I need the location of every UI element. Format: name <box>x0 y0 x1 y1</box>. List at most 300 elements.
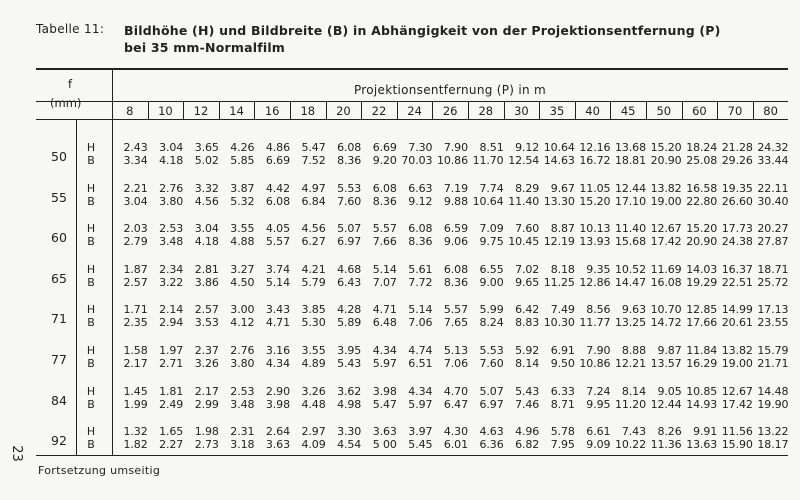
height-value-cell: 2.53 <box>230 384 255 398</box>
height-value-cell: 6.08 <box>408 222 433 236</box>
width-value-cell: 7.60 <box>479 357 504 370</box>
width-value-cell: 7.60 <box>337 194 362 208</box>
width-label: B <box>87 397 95 411</box>
height-value-cell: 10.85 <box>686 384 718 398</box>
height-value-cell: 4.68 <box>337 262 362 276</box>
width-value-cell: 19.00 <box>721 357 753 370</box>
width-value-cell: 5.85 <box>230 154 255 167</box>
height-value-cell: 1.45 <box>123 384 148 398</box>
width-value-cell: 2.17 <box>123 357 148 370</box>
height-value-cell: 2.64 <box>265 425 290 439</box>
width-value-cell: 8.36 <box>408 235 433 249</box>
height-label: H <box>86 384 96 398</box>
width-value-cell: 3.34 <box>123 154 148 167</box>
distance-header-cell: 14 <box>229 104 244 118</box>
height-label: H <box>86 222 96 236</box>
height-value-cell: 3.97 <box>408 425 433 439</box>
focal-length-value: 60 <box>51 230 67 246</box>
height-value-cell: 5.53 <box>337 181 362 195</box>
width-value-cell: 1.82 <box>123 438 148 452</box>
height-value-cell: 4.05 <box>265 222 290 236</box>
distance-header-cell: 45 <box>620 104 636 118</box>
width-value-cell: 17.42 <box>721 397 753 411</box>
height-value-cell: 3.65 <box>194 141 219 154</box>
height-label: H <box>86 425 96 439</box>
height-value-cell: 13.68 <box>614 141 646 154</box>
height-value-cell: 11.05 <box>579 181 611 195</box>
width-value-cell: 9.88 <box>443 194 468 208</box>
width-value-cell: 2.99 <box>194 397 219 411</box>
height-value-cell: 7.90 <box>443 141 468 154</box>
width-value-cell: 19.00 <box>650 194 682 208</box>
height-value-cell: 9.67 <box>550 181 575 195</box>
height-value-cell: 2.17 <box>194 384 219 398</box>
focal-length-value: 84 <box>51 392 67 408</box>
distance-header-cell: 16 <box>264 104 280 118</box>
height-value-cell: 6.33 <box>550 384 575 398</box>
height-value-cell: 6.08 <box>443 262 468 276</box>
width-value-cell: 17.66 <box>686 316 718 330</box>
width-value-cell: 14.47 <box>614 275 646 289</box>
height-value-cell: 3.43 <box>265 303 290 317</box>
height-value-cell: 1.71 <box>123 303 148 317</box>
width-value-cell: 5 00 <box>372 438 397 452</box>
height-value-cell: 21.28 <box>721 141 753 154</box>
focal-length-value: 50 <box>51 149 67 164</box>
width-value-cell: 4.09 <box>301 438 326 452</box>
width-value-cell: 6.84 <box>301 194 326 208</box>
width-value-cell: 22.51 <box>721 275 753 289</box>
width-value-cell: 9.09 <box>586 438 611 452</box>
height-value-cell: 5.13 <box>443 344 468 357</box>
width-value-cell: 9.75 <box>479 235 504 249</box>
distance-header-cell: 10 <box>158 104 173 118</box>
width-value-cell: 21.71 <box>757 357 789 370</box>
distance-header-cell: 40 <box>585 104 600 118</box>
height-value-cell: 4.21 <box>301 262 326 276</box>
height-value-cell: 7.74 <box>479 181 504 195</box>
width-value-cell: 8.36 <box>443 275 468 289</box>
height-value-cell: 9.91 <box>693 425 718 439</box>
height-value-cell: 5.47 <box>301 141 326 154</box>
height-value-cell: 2.57 <box>194 303 219 317</box>
height-value-cell: 6.61 <box>586 425 611 439</box>
height-value-cell: 18.71 <box>757 262 789 276</box>
height-value-cell: 11.84 <box>686 344 718 357</box>
width-value-cell: 12.19 <box>543 235 575 249</box>
height-value-cell: 7.43 <box>621 425 646 439</box>
height-value-cell: 24.32 <box>757 141 789 154</box>
width-value-cell: 26.60 <box>721 194 753 208</box>
width-label: B <box>87 275 95 289</box>
width-value-cell: 7.66 <box>372 235 397 249</box>
width-value-cell: 4.12 <box>230 316 255 330</box>
width-value-cell: 4.48 <box>301 397 326 411</box>
height-value-cell: 3.27 <box>230 262 255 276</box>
width-value-cell: 17.42 <box>650 235 682 249</box>
width-label: B <box>87 235 95 249</box>
height-value-cell: 5.57 <box>443 303 468 317</box>
width-value-cell: 16.08 <box>650 275 682 289</box>
width-value-cell: 10.86 <box>579 357 611 370</box>
distance-header-cell: 26 <box>442 104 458 118</box>
height-value-cell: 11.69 <box>650 262 682 276</box>
width-value-cell: 8.83 <box>515 316 540 330</box>
width-value-cell: 20.61 <box>721 316 753 330</box>
height-value-cell: 12.85 <box>686 303 718 317</box>
height-value-cell: 8.56 <box>586 303 611 317</box>
height-value-cell: 3.98 <box>372 384 397 398</box>
width-value-cell: 2.49 <box>159 397 184 411</box>
header-bottom-rule <box>36 119 788 120</box>
height-value-cell: 4.28 <box>337 303 362 317</box>
height-value-cell: 7.24 <box>586 384 611 398</box>
width-value-cell: 7.46 <box>515 397 540 411</box>
width-value-cell: 6.48 <box>372 316 397 330</box>
height-value-cell: 1.81 <box>159 384 184 398</box>
height-value-cell: 4.56 <box>301 222 326 236</box>
height-value-cell: 6.08 <box>337 141 362 154</box>
height-value-cell: 2.37 <box>194 344 219 357</box>
width-value-cell: 5.45 <box>408 438 433 452</box>
continuation-note: Fortsetzung umseitig <box>38 464 161 477</box>
height-value-cell: 1.97 <box>159 344 184 357</box>
width-value-cell: 9.50 <box>550 357 575 370</box>
width-value-cell: 18.81 <box>614 154 646 167</box>
width-value-cell: 14.72 <box>650 316 682 330</box>
height-value-cell: 9.12 <box>515 141 540 154</box>
width-value-cell: 13.30 <box>543 194 575 208</box>
width-value-cell: 11.40 <box>508 194 540 208</box>
width-value-cell: 13.57 <box>650 357 682 370</box>
height-value-cell: 12.67 <box>650 222 682 236</box>
height-value-cell: 20.27 <box>757 222 789 236</box>
width-value-cell: 1.99 <box>123 397 148 411</box>
width-value-cell: 4.71 <box>265 316 290 330</box>
width-value-cell: 7.06 <box>443 357 468 370</box>
width-value-cell: 6.82 <box>515 438 540 452</box>
width-label: B <box>87 357 95 370</box>
table-title <box>124 22 721 56</box>
height-value-cell: 10.70 <box>650 303 682 317</box>
width-value-cell: 30.40 <box>757 194 789 208</box>
width-value-cell: 3.04 <box>123 194 148 208</box>
width-value-cell: 25.08 <box>686 154 718 167</box>
width-value-cell: 14.63 <box>543 154 575 167</box>
width-value-cell: 13.93 <box>579 235 611 249</box>
width-value-cell: 15.90 <box>721 438 753 452</box>
width-value-cell: 10.86 <box>436 154 468 167</box>
distance-header-cell: 80 <box>763 104 778 118</box>
width-value-cell: 6.08 <box>265 194 290 208</box>
height-value-cell: 5.57 <box>372 222 397 236</box>
width-value-cell: 8.36 <box>372 194 397 208</box>
height-value-cell: 5.53 <box>479 344 504 357</box>
focal-length-value: 77 <box>51 352 67 367</box>
height-label: H <box>86 303 96 317</box>
width-value-cell: 20.90 <box>686 235 718 249</box>
width-value-cell: 19.90 <box>757 397 789 411</box>
height-value-cell: 9.87 <box>657 344 682 357</box>
width-value-cell: 5.14 <box>265 275 290 289</box>
width-value-cell: 12.21 <box>614 357 646 370</box>
width-value-cell: 19.29 <box>686 275 718 289</box>
height-value-cell: 4.70 <box>443 384 468 398</box>
height-value-cell: 2.34 <box>159 262 184 276</box>
height-value-cell: 9.35 <box>586 262 611 276</box>
width-value-cell: 2.94 <box>159 316 184 330</box>
height-value-cell: 8.14 <box>621 384 646 398</box>
height-value-cell: 1.58 <box>123 344 148 357</box>
width-value-cell: 3.48 <box>159 235 184 249</box>
width-value-cell: 70.03 <box>401 154 433 167</box>
height-value-cell: 8.87 <box>550 222 575 236</box>
width-value-cell: 3.48 <box>230 397 255 411</box>
focal-length-value: 71 <box>51 311 67 327</box>
height-value-cell: 3.26 <box>301 384 326 398</box>
width-value-cell: 4.34 <box>265 357 290 370</box>
height-value-cell: 4.74 <box>408 344 433 357</box>
distance-header-cell: 22 <box>371 104 387 118</box>
width-value-cell: 9.12 <box>408 194 433 208</box>
height-value-cell: 8.88 <box>621 344 646 357</box>
width-value-cell: 10.45 <box>508 235 540 249</box>
distance-header-cell: 28 <box>478 104 494 118</box>
height-value-cell: 13.82 <box>721 344 753 357</box>
distance-header-cell: 30 <box>514 104 529 118</box>
height-value-cell: 17.73 <box>721 222 753 236</box>
width-value-cell: 5.43 <box>337 357 362 370</box>
height-value-cell: 8.26 <box>657 425 682 439</box>
width-value-cell: 13.63 <box>686 438 718 452</box>
width-value-cell: 4.18 <box>159 154 184 167</box>
height-value-cell: 2.97 <box>301 425 326 439</box>
height-value-cell: 4.96 <box>515 425 540 439</box>
height-label: H <box>86 262 96 276</box>
height-value-cell: 5.14 <box>408 303 433 317</box>
width-value-cell: 5.30 <box>301 316 326 330</box>
distance-header-cell: 24 <box>407 104 422 118</box>
width-value-cell: 11.36 <box>650 438 682 452</box>
height-value-cell: 7.90 <box>586 344 611 357</box>
distance-header-cell: 18 <box>300 104 316 118</box>
width-value-cell: 10.64 <box>472 194 504 208</box>
width-value-cell: 12.86 <box>579 275 611 289</box>
table-title-line-2: bei 35 mm-Normalfilm <box>124 40 286 55</box>
height-value-cell: 12.16 <box>579 141 611 154</box>
height-value-cell: 3.74 <box>265 262 290 276</box>
height-value-cell: 4.42 <box>265 181 290 195</box>
height-value-cell: 3.30 <box>337 425 362 439</box>
width-value-cell: 29.26 <box>721 154 753 167</box>
width-label: B <box>87 154 95 167</box>
width-value-cell: 7.06 <box>408 316 433 330</box>
width-value-cell: 6.97 <box>337 235 362 249</box>
focal-length-value: 92 <box>51 433 67 449</box>
height-value-cell: 10.64 <box>543 141 575 154</box>
width-value-cell: 6.27 <box>301 235 326 249</box>
height-value-cell: 8.29 <box>515 181 540 195</box>
height-value-cell: 1.32 <box>123 425 148 439</box>
height-value-cell: 2.43 <box>123 141 148 154</box>
width-value-cell: 17.10 <box>614 194 646 208</box>
width-value-cell: 8.24 <box>479 316 504 330</box>
height-value-cell: 1.87 <box>123 262 148 276</box>
height-value-cell: 5.78 <box>550 425 575 439</box>
height-value-cell: 4.86 <box>265 141 290 154</box>
height-value-cell: 3.32 <box>194 181 219 195</box>
width-value-cell: 5.32 <box>230 194 255 208</box>
page-number: 23 <box>8 445 24 462</box>
height-value-cell: 3.85 <box>301 303 326 317</box>
width-value-cell: 3.53 <box>194 316 219 330</box>
width-value-cell: 3.86 <box>194 275 219 289</box>
height-value-cell: 3.55 <box>301 344 326 357</box>
width-value-cell: 7.95 <box>550 438 575 452</box>
height-value-cell: 4.71 <box>372 303 397 317</box>
width-value-cell: 4.89 <box>301 357 326 370</box>
height-label: H <box>86 141 96 154</box>
distance-header-cell: 35 <box>549 104 565 118</box>
width-value-cell: 7.72 <box>408 275 433 289</box>
width-value-cell: 14.93 <box>686 397 718 411</box>
height-value-cell: 12.44 <box>614 181 646 195</box>
height-value-cell: 2.03 <box>123 222 148 236</box>
width-label: B <box>87 438 95 452</box>
width-value-cell: 15.68 <box>614 235 646 249</box>
width-value-cell: 6.36 <box>479 438 504 452</box>
height-value-cell: 1.98 <box>194 425 219 439</box>
f-hb-separator <box>76 119 77 455</box>
height-value-cell: 15.20 <box>650 141 682 154</box>
width-value-cell: 2.35 <box>123 316 148 330</box>
height-value-cell: 3.04 <box>194 222 219 236</box>
height-value-cell: 3.87 <box>230 181 255 195</box>
height-value-cell: 14.99 <box>721 303 753 317</box>
width-value-cell: 15.20 <box>579 194 611 208</box>
height-value-cell: 13.22 <box>757 425 789 439</box>
f-header-unit: (mm) <box>50 96 82 110</box>
height-value-cell: 3.55 <box>230 222 255 236</box>
table-label: Tabelle 11: <box>36 22 105 36</box>
distance-header-cell: 12 <box>193 104 209 118</box>
height-value-cell: 2.81 <box>194 262 219 276</box>
height-value-cell: 2.53 <box>159 222 184 236</box>
height-value-cell: 3.04 <box>159 141 184 154</box>
width-value-cell: 11.70 <box>472 154 504 167</box>
height-value-cell: 4.30 <box>443 425 468 439</box>
height-value-cell: 7.09 <box>479 222 504 236</box>
width-value-cell: 27.87 <box>757 235 789 249</box>
height-value-cell: 5.61 <box>408 262 433 276</box>
height-value-cell: 6.42 <box>515 303 540 317</box>
distance-header-cell: 60 <box>692 104 707 118</box>
height-value-cell: 10.13 <box>579 222 611 236</box>
width-value-cell: 12.44 <box>650 397 682 411</box>
height-value-cell: 9.63 <box>621 303 646 317</box>
width-value-cell: 12.54 <box>508 154 540 167</box>
height-value-cell: 8.51 <box>479 141 504 154</box>
height-value-cell: 2.21 <box>123 181 148 195</box>
height-value-cell: 3.95 <box>337 344 362 357</box>
width-value-cell: 20.90 <box>650 154 682 167</box>
width-value-cell: 2.73 <box>194 438 219 452</box>
width-value-cell: 3.98 <box>265 397 290 411</box>
width-value-cell: 2.57 <box>123 275 148 289</box>
width-value-cell: 9.20 <box>372 154 397 167</box>
height-value-cell: 6.59 <box>443 222 468 236</box>
height-value-cell: 2.90 <box>265 384 290 398</box>
distance-header-cell: 20 <box>336 104 351 118</box>
width-value-cell: 6.51 <box>408 357 433 370</box>
width-value-cell: 5.97 <box>408 397 433 411</box>
height-value-cell: 3.16 <box>265 344 290 357</box>
distance-header-cell: 8 <box>126 104 134 118</box>
width-value-cell: 16.29 <box>686 357 718 370</box>
width-value-cell: 24.38 <box>721 235 753 249</box>
height-value-cell: 17.13 <box>757 303 789 317</box>
distance-header-cell: 70 <box>727 104 743 118</box>
width-value-cell: 5.79 <box>301 275 326 289</box>
width-value-cell: 33.44 <box>757 154 789 167</box>
width-value-cell: 13.25 <box>614 316 646 330</box>
height-value-cell: 7.02 <box>515 262 540 276</box>
projection-distance-header: Projektionsentfernung (P) in m <box>353 83 547 97</box>
height-value-cell: 16.58 <box>686 181 718 195</box>
height-value-cell: 4.34 <box>372 344 397 357</box>
header-divider-rule <box>36 101 788 102</box>
height-value-cell: 4.97 <box>301 181 326 195</box>
width-value-cell: 3.80 <box>159 194 184 208</box>
width-value-cell: 5.02 <box>194 154 219 167</box>
width-value-cell: 9.65 <box>515 275 540 289</box>
height-value-cell: 2.31 <box>230 425 255 439</box>
height-value-cell: 2.14 <box>159 303 184 317</box>
width-value-cell: 6.97 <box>479 397 504 411</box>
width-value-cell: 25.72 <box>757 275 789 289</box>
width-value-cell: 8.71 <box>550 397 575 411</box>
width-value-cell: 3.18 <box>230 438 255 452</box>
width-value-cell: 9.06 <box>443 235 468 249</box>
width-value-cell: 9.95 <box>586 397 611 411</box>
width-value-cell: 3.80 <box>230 357 255 370</box>
width-value-cell: 10.30 <box>543 316 575 330</box>
height-value-cell: 7.19 <box>443 181 468 195</box>
width-value-cell: 5.97 <box>372 357 397 370</box>
height-value-cell: 5.14 <box>372 262 397 276</box>
width-value-cell: 6.69 <box>265 154 290 167</box>
height-value-cell: 5.92 <box>515 344 540 357</box>
height-value-cell: 4.63 <box>479 425 504 439</box>
height-value-cell: 6.69 <box>372 141 397 154</box>
table-bottom-rule <box>36 455 788 456</box>
width-value-cell: 2.27 <box>159 438 184 452</box>
width-value-cell: 3.26 <box>194 357 219 370</box>
width-value-cell: 4.54 <box>337 438 362 452</box>
width-value-cell: 2.79 <box>123 235 148 249</box>
height-value-cell: 3.63 <box>372 425 397 439</box>
height-value-cell: 13.82 <box>650 181 682 195</box>
width-value-cell: 11.20 <box>614 397 646 411</box>
width-value-cell: 4.50 <box>230 275 255 289</box>
width-value-cell: 3.63 <box>265 438 290 452</box>
width-value-cell: 6.43 <box>337 275 362 289</box>
height-label: H <box>86 181 96 195</box>
width-value-cell: 6.47 <box>443 397 468 411</box>
width-value-cell: 2.71 <box>159 357 184 370</box>
height-value-cell: 5.07 <box>337 222 362 236</box>
width-value-cell: 4.56 <box>194 194 219 208</box>
